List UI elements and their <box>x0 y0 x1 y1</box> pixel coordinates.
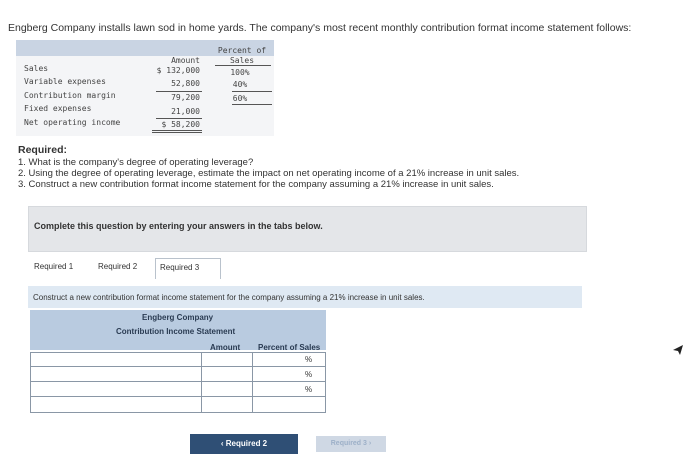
row-label-input[interactable] <box>30 396 202 413</box>
next-required-button[interactable] <box>316 436 386 452</box>
prev-required-button[interactable] <box>190 434 298 454</box>
amount-input[interactable] <box>201 352 253 367</box>
tab-required-2[interactable]: Required 2 <box>98 262 138 271</box>
stmt-row-percent: 100% <box>230 68 250 77</box>
problem-intro: Engberg Company installs lawn sod in home yards. The company's most recent monthly contribution format income statement follows: <box>8 22 632 34</box>
percent-input[interactable] <box>252 366 326 382</box>
stmt-row-label: Contribution margin <box>24 91 116 100</box>
stmt-row-label: Variable expenses <box>24 77 106 86</box>
percent-sign: % <box>305 355 313 364</box>
stmt-row-amount: $ 132,000 <box>156 66 200 75</box>
required-heading: Required: <box>18 144 68 156</box>
percent-sign: % <box>305 370 313 379</box>
row-label-input[interactable] <box>30 352 202 367</box>
cursor-icon <box>672 344 684 356</box>
prev-button-label: Required 2 <box>225 439 268 448</box>
tab-instruction: Construct a new contribution format income statement for the company assuming a 21% increase in unit sales. <box>33 293 425 302</box>
complete-notice: Complete this question by entering your answers in the tabs below. <box>34 221 323 231</box>
company-name: Engberg Company <box>142 313 214 322</box>
chevron-right-icon: › <box>368 440 372 447</box>
stmt-row-percent: 40% <box>232 80 248 89</box>
percent-header-2: Sales <box>229 56 255 65</box>
stmt-row-label: Net operating income <box>24 118 121 127</box>
statement-title: Contribution Income Statement <box>116 327 236 336</box>
stmt-row-percent: 60% <box>232 94 248 103</box>
row-label-input[interactable] <box>30 381 202 397</box>
amount-header: Amount <box>171 56 200 65</box>
required-item: 2. Using the degree of operating leverage, estimate the impact on net operating income of a 21% increase in unit sales. <box>18 168 520 179</box>
tab-required-3[interactable]: Required 3 <box>155 258 221 279</box>
stmt-row-label: Sales <box>24 64 49 73</box>
percent-column-header: Percent of Sales <box>258 343 321 352</box>
amount-input[interactable] <box>201 366 253 382</box>
percent-input[interactable] <box>252 396 326 413</box>
stmt-row-label: Fixed expenses <box>24 104 92 113</box>
stmt-row-amount: 21,000 <box>171 107 200 116</box>
next-button-label: Required 3 <box>330 440 367 447</box>
percent-input[interactable] <box>252 381 326 397</box>
required-item: 1. What is the company's degree of operating leverage? <box>18 157 254 168</box>
chevron-left-icon: ‹ <box>220 439 224 448</box>
row-label-input[interactable] <box>30 366 202 382</box>
required-item: 3. Construct a new contribution format income statement for the company assuming a 21% increase in unit sales. <box>18 179 494 190</box>
amount-input[interactable] <box>201 381 253 397</box>
stmt-row-amount: 79,200 <box>171 93 200 102</box>
percent-sign: % <box>305 385 313 394</box>
tab-required-1[interactable]: Required 1 <box>34 262 74 271</box>
stmt-row-amount: $ 58,200 <box>161 120 200 129</box>
percent-input[interactable] <box>252 352 326 367</box>
stmt-row-amount: 52,800 <box>171 79 200 88</box>
amount-input[interactable] <box>201 396 253 413</box>
amount-column-header: Amount <box>210 343 241 352</box>
percent-header-1: Percent of <box>217 46 267 55</box>
